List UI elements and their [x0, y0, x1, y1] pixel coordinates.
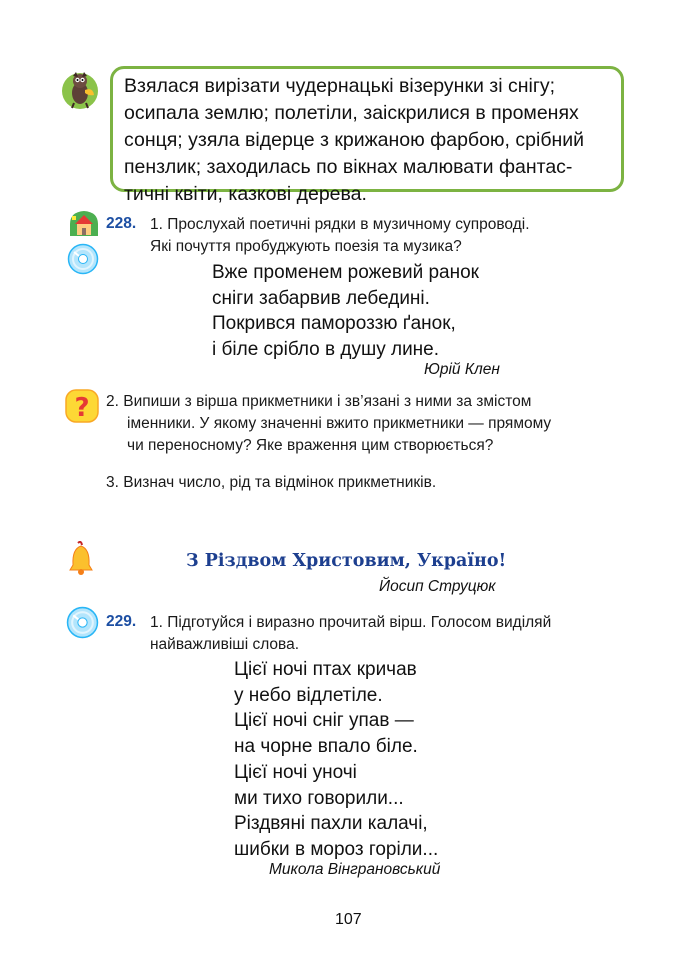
task-2-line: іменники. У якому значенні вжито прикметники — прямому [127, 415, 552, 432]
poem-line: Покрився памороззю ґанок, [212, 313, 456, 334]
poem-229 [234, 657, 438, 863]
task-1-line: Які почуття пробуджують поезія та музика? [150, 238, 462, 255]
box-line: осипала землю; полетіли, заіскрилися в променях [124, 102, 579, 124]
section-title: З Різдвом Христовим, Україно! [186, 551, 507, 571]
svg-text:?: ? [74, 393, 90, 423]
poem-line: Вже променем рожевий ранок [212, 262, 479, 283]
task-2-line: 2. Випиши з вірша прикметники і зв’язані з ними за змістом [106, 393, 532, 410]
task-2-line: чи переносному? Яке враження цим створюється? [127, 437, 494, 454]
box-line: тичні квіти, казкові дерева. [124, 183, 367, 205]
music-disc-icon [66, 606, 99, 639]
poem-line: на чорне впало біле. [234, 736, 418, 758]
exercise-number-228: 228. [106, 215, 137, 232]
text-box [110, 66, 624, 205]
poem-line: Різдвяні пахли калачі, [234, 813, 428, 835]
bell-icon [68, 541, 94, 577]
task-1-line: найважливіші слова. [150, 636, 300, 653]
box-line: пензлик; заходилась по вікнах малювати фантас- [124, 156, 573, 178]
section-author: Йосип Струцюк [379, 578, 496, 595]
poem-line: Цієї ночі птах кричав [234, 659, 417, 680]
poem-line: Цієї ночі уночі [234, 761, 357, 783]
poem-line: Цієї ночі сніг упав — [234, 710, 414, 732]
poem-line: і біле срібло в душу лине. [212, 338, 440, 360]
poem-author: Юрій Клен [424, 361, 500, 378]
task-3-line: 3. Визнач число, рід та відмінок прикметників. [106, 474, 437, 491]
house-icon [66, 208, 102, 238]
poem-228 [212, 260, 479, 362]
task-1-line: 1. Підготуйся і виразно прочитай вірш. Голосом виділяй [150, 614, 552, 631]
music-disc-icon [67, 243, 99, 275]
poem-line: ми тихо говорили... [234, 787, 404, 809]
box-line: Взялася вирізати чудернацькі візерунки зі снігу; [124, 75, 556, 97]
exercise-number-229: 229. [106, 613, 137, 630]
owl-illustration-icon [60, 68, 100, 112]
poem-line: шибки в мороз горіли... [234, 838, 439, 860]
question-mark-icon [64, 388, 100, 424]
box-line: сонця; узяла відерце з крижаною фарбою, срібний [124, 129, 585, 151]
poem-line: у небо відлетіле. [234, 684, 383, 706]
page-number: 107 [335, 911, 362, 928]
poem-line: сніги забарвив лебедині. [212, 287, 430, 309]
task-1-line: 1. Прослухай поетичні рядки в музичному супроводі. [150, 216, 530, 233]
poem-author: Микола Вінграновський [269, 861, 441, 878]
